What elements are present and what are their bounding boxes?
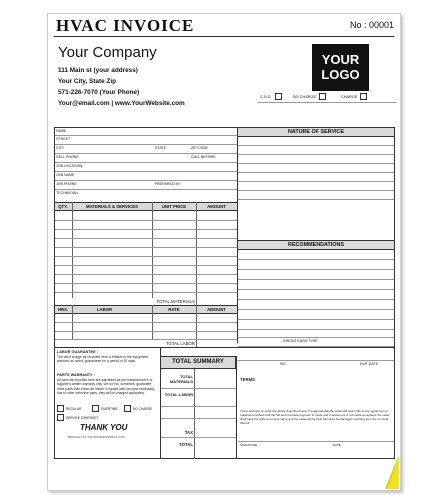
mat-row-3 <box>55 238 237 239</box>
mat-row-2 <box>55 229 237 230</box>
materials-services-header: MATERIALS & SERVICES <box>86 204 138 209</box>
signature-label: SIGNATURE <box>240 443 258 447</box>
nature-line-7 <box>238 199 394 200</box>
mat-row-6 <box>55 265 237 266</box>
name-line <box>55 135 237 136</box>
terms-title: TERMS <box>240 377 256 382</box>
mat-row-7 <box>55 274 237 275</box>
rate-col-line <box>196 305 197 347</box>
labor-guarantee-title: LABOR GUARANTEE : <box>57 350 98 354</box>
amount-header: AMOUNT <box>207 204 226 209</box>
invoice-title: HVAC INVOICE <box>56 16 195 35</box>
rec-line-8 <box>238 329 394 330</box>
rec-line-4 <box>238 289 394 290</box>
job-location-line <box>55 171 237 172</box>
regular-label: REGULAR <box>66 406 82 411</box>
rec-line-2 <box>238 269 394 270</box>
qty-header: QTY. <box>58 204 68 209</box>
overtime-option[interactable] <box>92 405 118 412</box>
overtime-checkbox[interactable] <box>92 405 99 412</box>
state-label: STATE <box>155 146 167 150</box>
job-name-label: JOB NAME <box>56 173 75 177</box>
summary-line-4 <box>161 437 236 438</box>
service-contract-label: SERVICE CONTRACT <box>66 415 99 420</box>
regular-checkbox[interactable] <box>57 405 64 412</box>
summary-total-materials: TOTAL MATERIALS <box>169 374 193 384</box>
technician-label: TECHNICIAN <box>56 191 78 195</box>
summary-line-1 <box>161 388 236 389</box>
prepared-by-label: PREPARED BY <box>155 182 181 186</box>
city-label: CITY <box>56 146 65 150</box>
labor-row-1 <box>55 322 237 323</box>
logo-line1: YOUR <box>321 51 360 67</box>
cod-option[interactable] <box>260 93 282 100</box>
summary-total-labor: TOTAL LABOR <box>164 392 193 397</box>
rate-header: RATE <box>168 307 180 312</box>
cod-checkbox[interactable] <box>275 93 282 100</box>
credit-line-top <box>238 337 394 338</box>
service-contract-option[interactable] <box>57 414 99 421</box>
summary-line-2 <box>161 406 236 407</box>
zip-label: ZIP CODE <box>191 146 208 150</box>
cod-label: C.O.D. <box>260 94 272 99</box>
job-name-line <box>55 180 237 181</box>
company-city: Your City, State Zip <box>58 78 116 85</box>
summary-right-divider <box>236 356 237 459</box>
mat-row-5 <box>55 256 237 257</box>
company-phone: 571-226-7070 (Your Phone) <box>58 89 140 96</box>
rec-line-5 <box>238 299 394 300</box>
rec-line-1 <box>238 259 394 260</box>
street-label: STREET <box>56 137 71 141</box>
recommendations-title: RECOMMENDATIONS <box>288 242 344 248</box>
parts-warranty-title: PARTS WARRANTY : <box>57 373 95 377</box>
charge-checkbox[interactable] <box>360 93 367 100</box>
mat-row-4 <box>55 247 237 248</box>
mat-row-8 <box>55 283 237 284</box>
rec-line-6 <box>238 309 394 310</box>
summary-line-3 <box>161 418 236 419</box>
summary-total: TOTAL <box>179 442 193 447</box>
labor-row-3 <box>55 339 237 340</box>
company-web: Your@email.com | www.YourWebsite.com <box>58 100 185 107</box>
cell-phone-label: CELL PHONE <box>56 155 79 159</box>
header-divider <box>54 36 394 37</box>
invoice-number: No : 00001 <box>349 20 394 30</box>
exp-date-label: EXP. DATE <box>360 362 379 366</box>
hrs-header: HRS. <box>57 307 69 312</box>
total-materials-label: TOTAL MATERIALS <box>156 299 195 304</box>
date-label: DATE <box>333 443 341 447</box>
labor-header-label: LABOR <box>96 307 113 312</box>
parts-warranty-text: All parts as recorded here are warranted as per manufacturer's or supplier's written warranty only. We do not, ourselves, guarantee other parts than those we install. If repairs later become necessary due to other defective parts, they will be charged separately. <box>57 378 155 396</box>
footer-credit: BROUGHT TO YOU BY DESIGNSNCO.COM <box>68 435 125 439</box>
nature-line-2 <box>238 154 394 155</box>
nature-line-5 <box>238 181 394 182</box>
job-phone-line <box>55 189 237 190</box>
total-summary-title: TOTAL SUMMARY <box>172 359 224 365</box>
street-line <box>55 144 237 145</box>
nature-of-service-title: NATURE OF SERVICE <box>287 129 345 135</box>
overtime-label: OVERTIME <box>101 406 118 411</box>
card-no-label: NO. <box>280 362 287 366</box>
regular-option[interactable] <box>57 405 81 412</box>
invoice-sheet <box>47 13 401 491</box>
nature-line-4 <box>238 172 394 173</box>
credit-line-no <box>238 360 394 361</box>
city-line <box>55 153 237 154</box>
company-logo <box>312 44 369 91</box>
labor-guarantee-text: The labor charge as recorded here is relative to the equipment serviced as noted, guaranteed for a period of 30 days. <box>57 355 149 364</box>
summary-tax: TAX <box>184 430 193 435</box>
checkbox-underline <box>258 102 396 103</box>
rec-line-3 <box>238 279 394 280</box>
company-address: 111 Main st (your address) <box>58 67 138 74</box>
service-contract-checkbox[interactable] <box>57 414 64 421</box>
no-charge-type-checkbox[interactable] <box>124 405 131 412</box>
logo-line2: LOGO <box>321 66 360 82</box>
summary-value-divider <box>194 369 195 459</box>
labor-amount-header: AMOUNT <box>207 307 226 312</box>
thank-you: THANK YOU <box>80 423 128 432</box>
no-charge-label: NO CHARGE <box>293 94 316 99</box>
no-charge-checkbox[interactable] <box>319 93 326 100</box>
terms-text: I have authority to order the above described work. It is agreed that the seller will retain title to any equipment or material furnished until the full and complete payment is made and if settlement is not made as agreed, the seller shall have the right to remove same and the seller will be held harmless for damages resulting from the removal thereof. <box>240 409 390 426</box>
no-charge-option[interactable] <box>293 93 326 100</box>
phone-line <box>55 162 237 163</box>
no-charge-type-label: NO CHARGE <box>133 406 153 411</box>
labor-row-2 <box>55 331 237 332</box>
rec-line-7 <box>238 319 394 320</box>
signature-line <box>238 441 394 442</box>
job-phone-label: JOB PHONE <box>56 182 77 186</box>
no-charge-type-option[interactable] <box>124 405 152 412</box>
page-curl-icon <box>385 455 399 489</box>
price-col-line <box>196 202 197 306</box>
nature-line-3 <box>238 163 394 164</box>
mat-row-1 <box>55 220 237 221</box>
bottom-section-divider <box>54 347 395 348</box>
credit-card-type-label: CREDIT CARD TYPE <box>283 339 318 343</box>
job-location-label: JOB LOCATION <box>56 164 83 168</box>
name-label: NAME <box>56 129 67 133</box>
company-name: Your Company <box>58 44 157 61</box>
charge-label: CHARGE <box>341 94 358 99</box>
charge-option[interactable] <box>341 93 367 100</box>
mat-row-9 <box>55 292 237 293</box>
nature-line-1 <box>238 145 394 146</box>
call-before-label: CALL BEFORE <box>191 155 216 159</box>
total-labor-label: TOTAL LABOR <box>165 341 195 346</box>
nature-line-6 <box>238 190 394 191</box>
unit-price-header: UNIT PRICE <box>161 204 187 209</box>
